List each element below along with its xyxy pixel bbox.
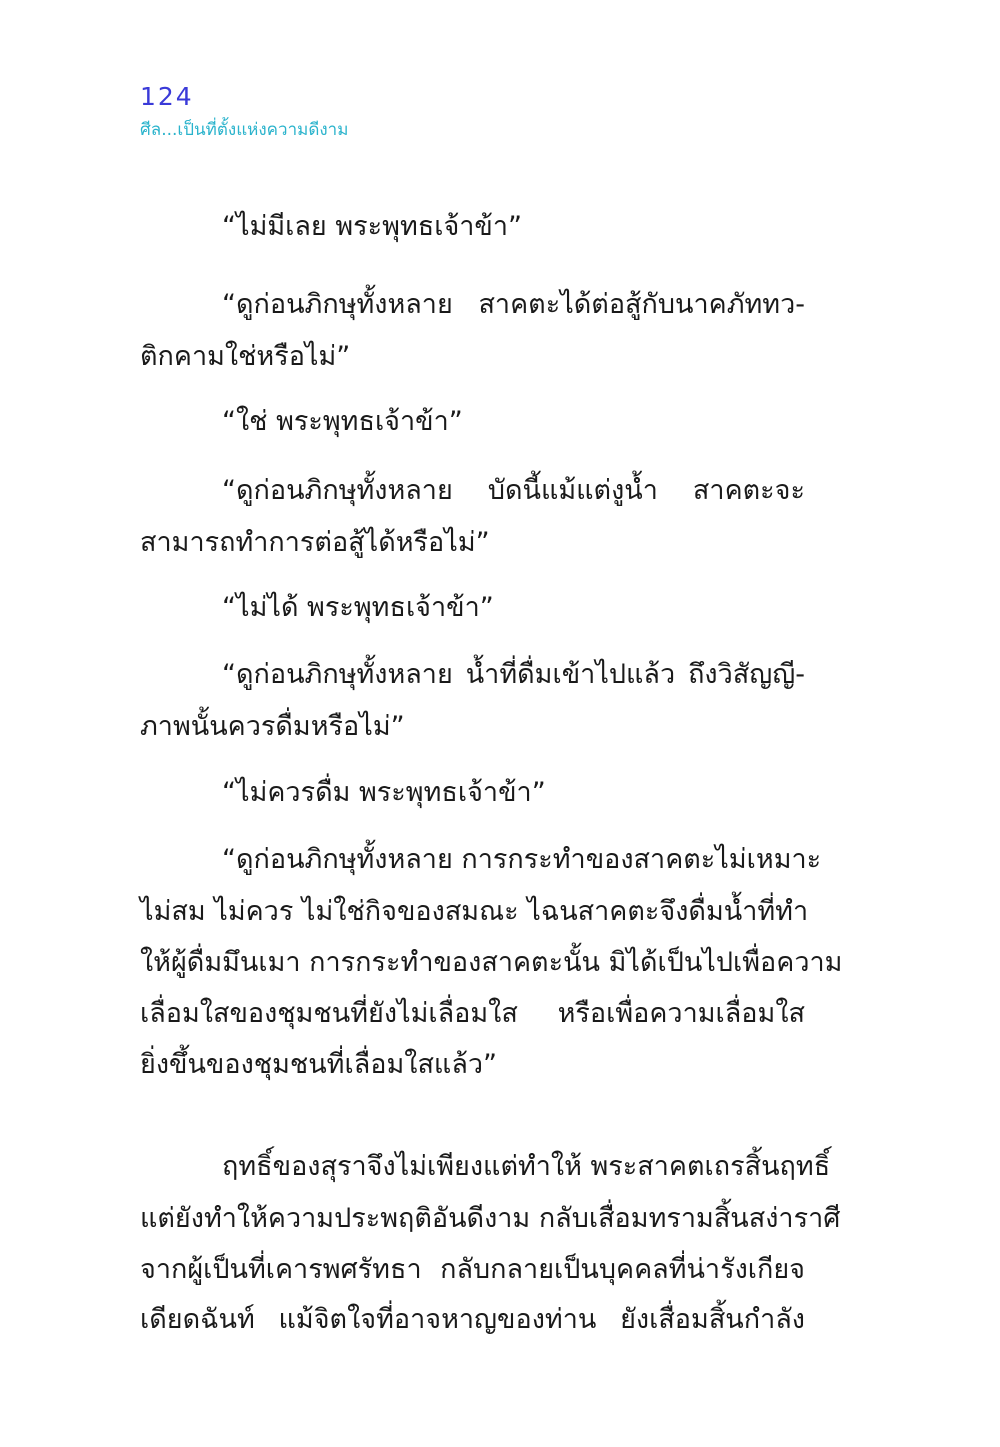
text-line: “ใช่ พระพุทธเจ้าข้า” — [222, 406, 463, 437]
text-line: สามารถทำการต่อสู้ได้หรือไม่” — [140, 527, 490, 558]
text-line: จากผู้เป็นที่เคารพศรัทธา กลับกลายเป็นบุคคลที่น่ารังเกียจ — [140, 1254, 805, 1285]
text-line: เดียดฉันท์ แม้จิตใจที่อาจหาญของท่าน ยังเสื่อมสิ้นกำลัง — [140, 1304, 805, 1335]
text-line: แต่ยังทำให้ความประพฤติอันดีงาม กลับเสื่อมทรามสิ้นสง่าราศี — [140, 1203, 841, 1234]
text-line: ให้ผู้ดื่มมึนเมา การกระทำของสาคตะนั้น มิได้เป็นไปเพื่อความ — [140, 947, 843, 978]
text-line: “ดูก่อนภิกษุทั้งหลาย การกระทำของสาคตะไม่เหมาะ — [222, 844, 822, 875]
text-line: “ไม่ได้ พระพุทธเจ้าข้า” — [222, 592, 494, 623]
text-line: “ไม่ควรดื่ม พระพุทธเจ้าข้า” — [222, 777, 546, 808]
text-line: “ไม่มีเลย พระพุทธเจ้าข้า” — [222, 211, 523, 242]
text-line: “ดูก่อนภิกษุทั้งหลาย น้ำที่ดื่มเข้าไปแล้ว ถึงวิสัญญี- — [222, 659, 805, 690]
text-line: ฤทธิ์ของสุราจึงไม่เพียงแต่ทำให้ พระสาคตเถรสิ้นฤทธิ์ — [222, 1151, 831, 1182]
text-line: “ดูก่อนภิกษุทั้งหลาย บัดนี้แม้แต่งูน้ำ สาคตะจะ — [222, 475, 805, 506]
page-header — [140, 82, 348, 142]
running-title: ศีล...เป็นที่ตั้งแห่งความดีงาม — [140, 120, 349, 140]
text-line: ไม่สม ไม่ควร ไม่ใช่กิจของสมณะ ไฉนสาคตะจึงดื่มน้ำที่ทำ — [140, 896, 809, 927]
text-line: ภาพนั้นควรดื่มหรือไม่” — [140, 711, 405, 742]
text-line: “ดูก่อนภิกษุทั้งหลาย สาคตะได้ต่อสู้กับนาคภัททว- — [222, 289, 805, 320]
page-number: 124 — [140, 82, 194, 111]
text-line: ติกคามใช่หรือไม่” — [140, 341, 351, 372]
text-line: ยิ่งขึ้นของชุมชนที่เลื่อมใสแล้ว” — [140, 1049, 498, 1080]
text-line: เลื่อมใสของชุมชนที่ยังไม่เลื่อมใส หรือเพื่อความเลื่อมใส — [140, 998, 805, 1029]
